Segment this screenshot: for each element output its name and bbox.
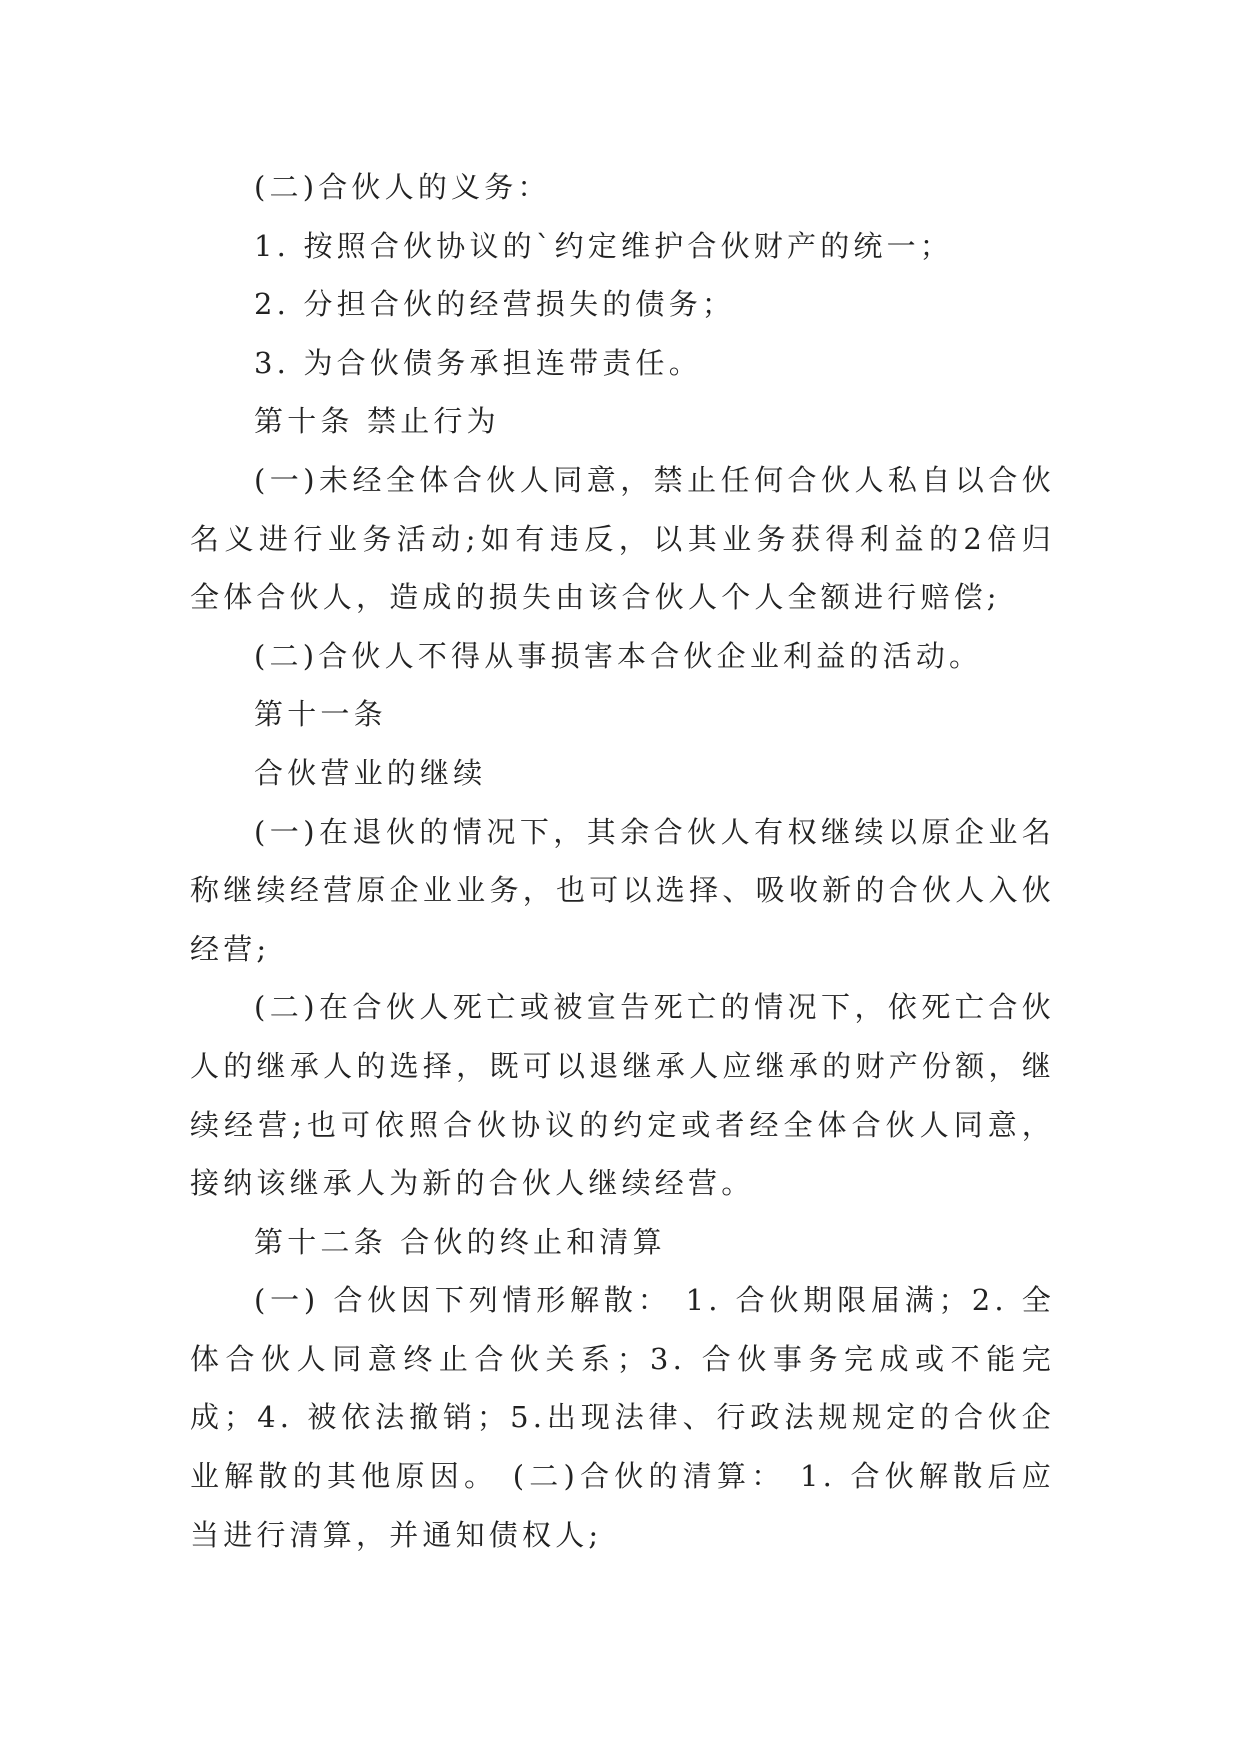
- paragraph-article-11-item-2: (二)在合伙人死亡或被宣告死亡的情况下，依死亡合伙人的继承人的选择，既可以退继承人应继承的财产份额，继续经营;也可依照合伙协议的约定或者经全体合伙人同意，接纳该继承人为新的合伙人继续经营。: [190, 990, 1055, 1201]
- paragraph-obligation-1: 1. 按照合伙协议的`约定维护合伙财产的统一；: [254, 228, 953, 263]
- paragraph-article-10-item-1: (一)未经全体合伙人同意，禁止任何合伙人私自以合伙名义进行业务活动;如有违反，以其业务获得利益的2倍归全体合伙人，造成的损失由该合伙人个人全额进行赔偿;: [190, 462, 1055, 615]
- article-11-subtitle: 合伙营业的继续: [254, 755, 487, 790]
- article-11-heading: 第十一条: [254, 697, 387, 732]
- document-page: [190, 158, 1055, 1564]
- paragraph-article-10-item-2: (二)合伙人不得从事损害本合伙企业利益的活动。: [254, 638, 983, 673]
- paragraph-article-12-body: (一) 合伙因下列情形解散： 1. 合伙期限届满；2. 全体合伙人同意终止合伙关系；3. 合伙事务完成或不能完成；4. 被依法撤销；5.出现法律、行政法规规定的合伙企业解散的其他原因。 (二)合伙的清算： 1. 合伙解散后应当进行清算，并通知债权人;: [190, 1283, 1055, 1552]
- article-12-heading: 第十二条 合伙的终止和清算: [254, 1224, 666, 1259]
- paragraph-partner-obligations-heading: (二)合伙人的义务：: [254, 170, 551, 204]
- paragraph-article-11-item-1: (一)在退伙的情况下，其余合伙人有权继续以原企业名称继续经营原企业业务，也可以选择、吸收新的合伙人入伙经营;: [190, 814, 1055, 966]
- article-10-heading: 第十条 禁止行为: [254, 404, 500, 439]
- paragraph-obligation-2: 2. 分担合伙的经营损失的债务；: [254, 287, 736, 322]
- paragraph-obligation-3: 3. 为合伙债务承担连带责任。: [254, 345, 702, 380]
